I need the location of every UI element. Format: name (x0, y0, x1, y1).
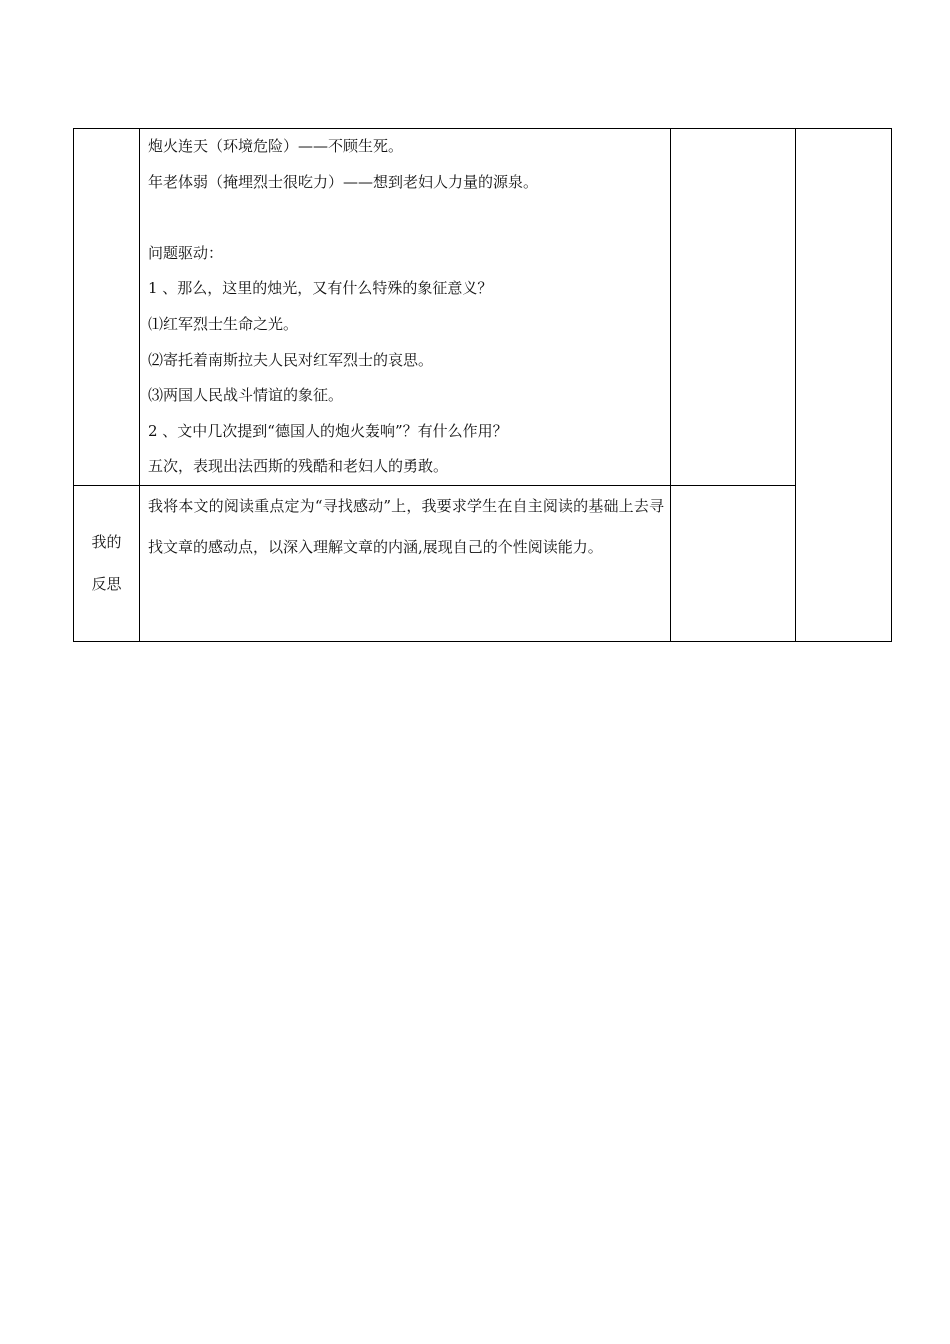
label-cell-empty (74, 129, 140, 486)
empty-cell (671, 485, 796, 641)
content-line: 五次，表现出法西斯的残酷和老妇人的勇敢。 (148, 457, 449, 476)
content-line: ⑴红军烈士生命之光。 (148, 314, 299, 333)
lesson-plan-table (73, 128, 892, 642)
content-line: ⑵寄托着南斯拉夫人民对红军烈士的哀思。 (148, 350, 434, 369)
content-line: 炮火连天（环境危险）——不顾生死。 (148, 137, 404, 155)
table-row (74, 485, 892, 641)
reflection-cell (140, 485, 671, 641)
empty-cell-merged (796, 129, 892, 642)
content-line: 问题驱动： (148, 243, 224, 262)
content-line: 1 、那么，这里的烛光，又有什么特殊的象征意义？ (148, 279, 493, 298)
content-line (148, 200, 662, 236)
content-line: 2 、文中几次提到“德国人的炮火轰响”？有什么作用？ (148, 421, 508, 440)
content-line: 年老体弱（掩埋烈士很吃力）——想到老妇人力量的源泉。 (148, 172, 539, 191)
empty-cell (671, 129, 796, 486)
reflection-label-cell (74, 485, 140, 641)
content-line: ⑶两国人民战斗情谊的象征。 (148, 386, 344, 405)
content-cell (140, 129, 671, 486)
reflection-label: 我的 (91, 533, 122, 552)
reflection-text: 我将本文的阅读重点定为“寻找感动”上，我要求学生在自主阅读的基础上去寻找文章的感动点，以深入理解文章的内涵,展现自己的个性阅读能力。 (148, 496, 664, 556)
table-row (74, 129, 892, 486)
reflection-label: 反思 (91, 575, 122, 594)
